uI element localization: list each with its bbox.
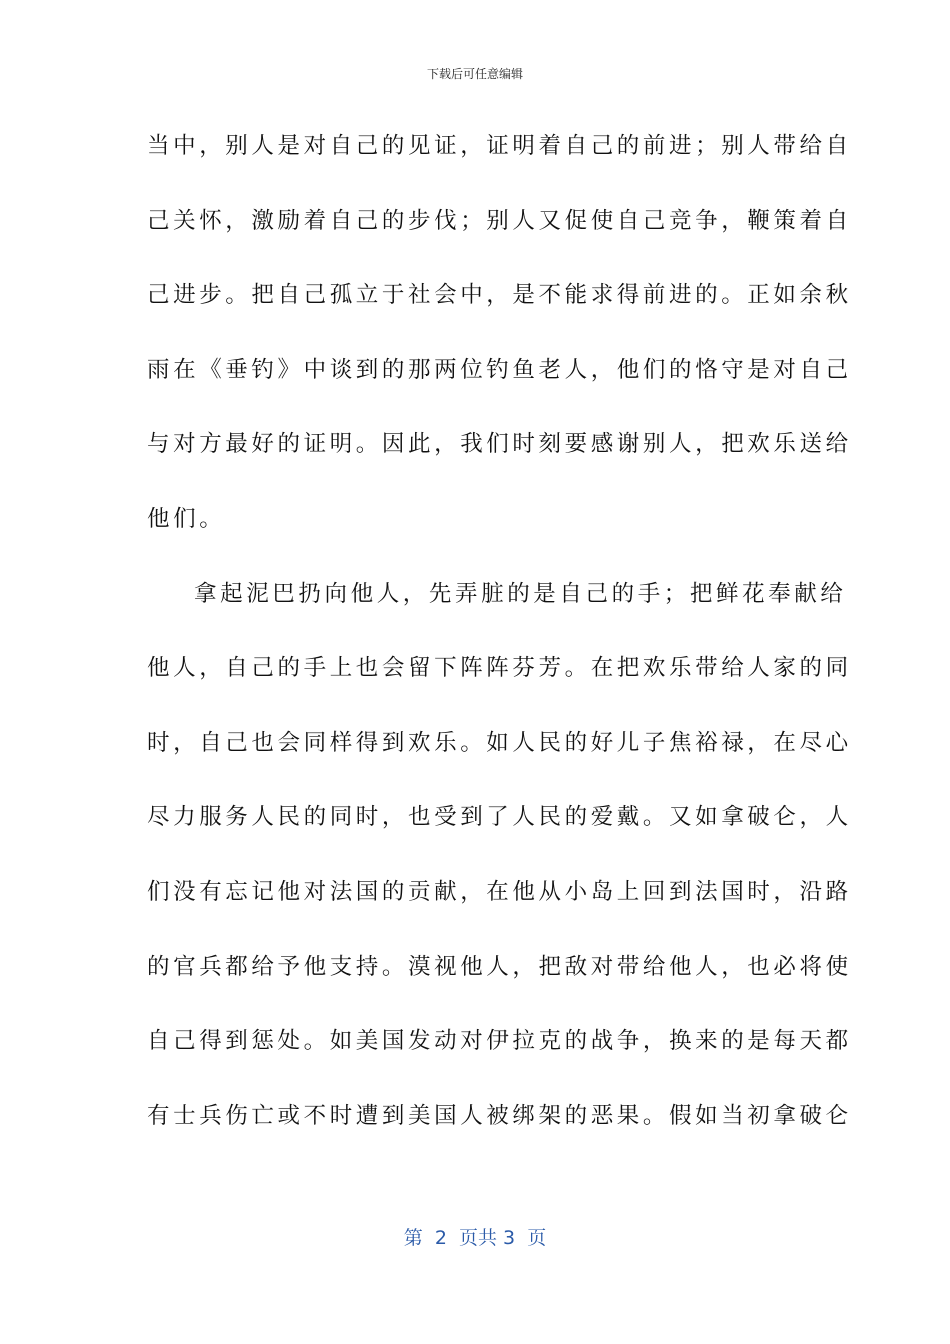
text-line: 自己得到惩处。如美国发动对伊拉克的战争，换来的是每天都 (147, 1028, 852, 1055)
text-line: 当中，别人是对自己的见证，证明着自己的前进；别人带给自 (147, 133, 852, 159)
body-text (147, 126, 852, 1170)
paragraph-2 (147, 574, 852, 1171)
text-line: 时，自己也会同样得到欢乐。如人民的好儿子焦裕禄，在尽心 (147, 729, 852, 756)
text-line: 拿起泥巴扔向他人，先弄脏的是自己的手；把鲜花奉献给 (194, 580, 847, 607)
text-line: 己关怀，激励着自己的步伐；别人又促使自己竞争，鞭策着自 (147, 207, 852, 234)
text-line: 的官兵都给予他支持。漠视他人，把敌对带给他人，也必将使 (147, 953, 852, 980)
text-line: 雨在《垂钓》中谈到的那两位钓鱼老人，他们的恪守是对自己 (147, 356, 852, 383)
text-line: 与对方最好的证明。因此，我们时刻要感谢别人，把欢乐送给 (147, 431, 852, 458)
text-line: 们没有忘记他对法国的贡献，在他从小岛上回到法国时，沿路 (147, 878, 852, 905)
text-line: 己进步。把自己孤立于社会中，是不能求得前进的。正如余秋 (147, 282, 852, 309)
page-number-footer: 第 2 页共 3 页 (403, 1227, 547, 1249)
text-line: 有士兵伤亡或不时遭到美国人被绑架的恶果。假如当初拿破仑 (147, 1102, 852, 1129)
text-line: 他们。 (147, 505, 226, 532)
paragraph-1 (147, 126, 852, 574)
page-header: 下载后可任意编辑 (426, 67, 523, 81)
text-line: 他人，自己的手上也会留下阵阵芬芳。在把欢乐带给人家的同 (147, 655, 852, 682)
text-line: 尽力服务人民的同时，也受到了人民的爱戴。又如拿破仑，人 (147, 804, 852, 831)
